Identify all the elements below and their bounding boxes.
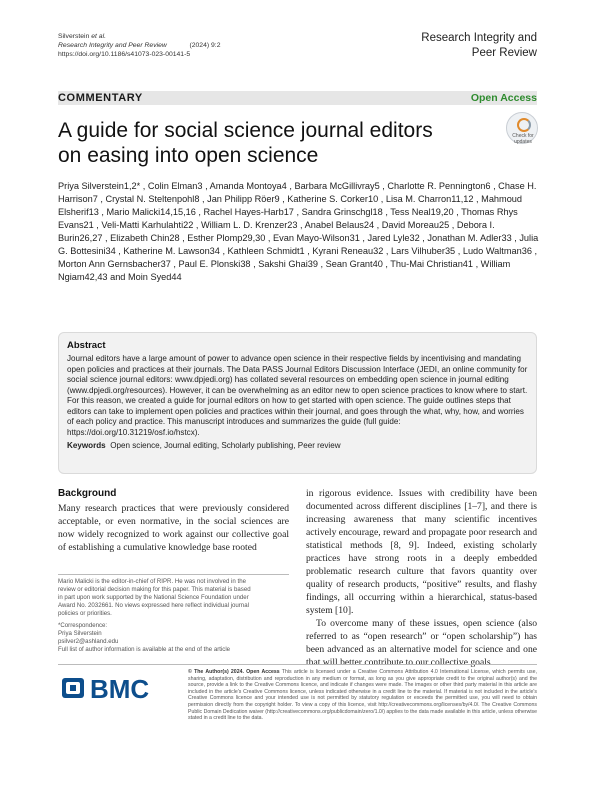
article-title: A guide for social science journal editors on easing into open science bbox=[58, 119, 433, 167]
keywords-list: Open science, Journal editing, Scholarly publishing, Peer review bbox=[110, 441, 341, 450]
keywords-label: Keywords bbox=[67, 441, 106, 450]
bmc-logo bbox=[62, 672, 170, 709]
journal-title bbox=[421, 31, 537, 61]
check-for-updates-badge[interactable] bbox=[506, 112, 538, 144]
header-year-vol: (2024) 9:2 bbox=[189, 42, 221, 49]
license-body: This article is licensed under a Creative Commons Attribution 4.0 International License, which permits use, sharing, adaptation, distribution and reproduction in any medium or format, as long as you give appropriate credit to the original author(s) and the source, provide a link to the Creative Commons licence, and indicate if changes were made. The images or other third party material in this article are included in the article's Creative Commons licence, unless indicated otherwise in a credit line to the material. If material is not included in the article's Creative Commons licence and your intended use is not permitted by statutory regulation or exceeds the permitted use, you will need to obtain permission directly from the copyright holder. To view a copy of this licence, visit http://creativecommons.org/licenses/by/4.0/. The Creative Commons Public Domain Dedication waiver (http://creativecommons.org/publicdomain/zero/1.0/) applies to the data made available in this article, unless otherwise stated in a credit line to the data. bbox=[188, 669, 537, 722]
footer-divider bbox=[58, 664, 537, 665]
correspondence-label: *Correspondence: bbox=[58, 622, 108, 629]
correspondence-email[interactable]: psilver2@ashland.edu bbox=[58, 638, 119, 645]
header-journal: Research Integrity and Peer Review bbox=[58, 42, 167, 49]
author-info-note: Full list of author information is available at the end of the article bbox=[58, 646, 231, 653]
journal-title-line-1: Research Integrity and bbox=[421, 32, 537, 44]
correspondence-name: Priya Silverstein bbox=[58, 630, 102, 637]
journal-title-line-2: Peer Review bbox=[471, 47, 537, 59]
abstract-body: Journal editors have a large amount of power to advance open science in their respective fields by incentivising and mandating open policies and practices at their journals. The Data PASS Journal Editors Discussion Interface (JEDI, an online community for social science journal editors: www.dpjedi.org) has collated several resources on embedding open science in journal editing (www.dpjedi.org/resources). However, it can be overwhelming as an editor new to open science practices to know where to start. For this reason, we created a guide for journal editors on how to get started with open science. The guide outlines steps that editors can take to implement open policies and practices within their journal, and goes through the what, why, how, and worries of each policy and practice. This manuscript introduces and summarizes the guide (full guide: https://doi.org/10.31219/osf.io/hstcx). bbox=[67, 354, 528, 437]
bmc-logo-mark bbox=[62, 672, 170, 704]
abstract-heading: Abstract bbox=[67, 340, 106, 351]
license-text bbox=[188, 669, 537, 722]
correspondence bbox=[58, 622, 254, 654]
header-doi[interactable]: https://doi.org/10.1186/s41073-023-00141-5 bbox=[58, 51, 191, 58]
footnote-note: Mario Malicki is the editor-in-chief of RIPR. He was not involved in the review or editorial decision making for this paper. This material is based in part upon work supported by the National Science Foundation under Award No. 2032661. No views expressed here reflect individual journal policies or priorities. bbox=[58, 578, 251, 617]
keywords bbox=[67, 441, 528, 452]
running-header bbox=[58, 32, 220, 59]
header-authors: Silverstein bbox=[58, 33, 90, 40]
check-updates-label: Check for updates bbox=[512, 133, 534, 145]
body-column-right bbox=[306, 487, 537, 669]
check-updates-icon bbox=[517, 118, 531, 132]
body-paragraph-2: in rigorous evidence. Issues with credibility have been documented across different disciplines [1–7], and there is increasing awareness that many scientific incentives actively encourage, reward and propagate poor research and statistical methods [8, 9]. Indeed, existing scholarly practices have strong roots in a deeply embedded problematic research culture that favors quantity over quality of research products, “positive” results, and flashy findings, all occurring within a hierarchical, status-based system [10]. bbox=[306, 488, 537, 616]
body-paragraph-3: To overcome many of these issues, open science (also referred to as “open research” or “open scholarship”) has been advanced as an alternative model for science and one that will better contribute to our collective goals bbox=[306, 618, 537, 668]
header-et-al: et al. bbox=[91, 33, 106, 40]
body-column-left bbox=[58, 487, 289, 554]
article-type-band bbox=[58, 91, 537, 105]
abstract-box bbox=[58, 332, 537, 474]
footnote-divider bbox=[58, 574, 289, 575]
license-bold: © The Author(s) 2024. Open Access bbox=[188, 669, 280, 675]
section-heading-background: Background bbox=[58, 488, 117, 499]
author-list: Priya Silverstein1,2* , Colin Elman3 , Amanda Montoya4 , Barbara McGillivray5 , Charlotte R. Pennington6 , Chase H. Harrison7 , Crystal N. Steltenpohl8 , Jan Philipp Röer9 , Katherine S. Corker10 , Lisa M. Charron11,12 , Mahmoud Elsherif13 , Mario Malicki14,15,16 , Rachel Hayes-Harb17 , Sandra Grinschgl18 , Tess Neal19,20 , Thomas Rhys Evans21 , Veli-Matti Karhulahti22 , William L. D. Krenzer23 , Anabel Belaus24 , David Moreau25 , Debora I. Burin26,27 , Elizabeth Chin28 , Esther Plomp29,30 , Evan Mayo-Wilson31 , Jared Lyle32 , Jonathan M. Adler33 , Julia G. Bottesini34 , Katherine M. Lawson34 , Kathleen Schmidt1 , Kyrani Reneau32 , Lars Vilhuber35 , Ludo Waltman36 , Morton Ann Gernsbacher37 , Paul E. Plonski38 , Sakshi Ghai39 , Sean Grant40 , Thu-Mai Christian41 , William Ngiam42,43 and Moin Syed44 bbox=[58, 181, 539, 282]
body-paragraph-1: Many research practices that were previously considered acceptable, or even normative, in the social sciences are now widely recognized to work against our collective goal of establishing a cumulative knowledge base rooted bbox=[58, 503, 289, 553]
open-access-label: Open Access bbox=[470, 92, 537, 104]
article-type-label: COMMENTARY bbox=[58, 92, 143, 104]
bmc-logo-text: BMC bbox=[90, 674, 150, 704]
